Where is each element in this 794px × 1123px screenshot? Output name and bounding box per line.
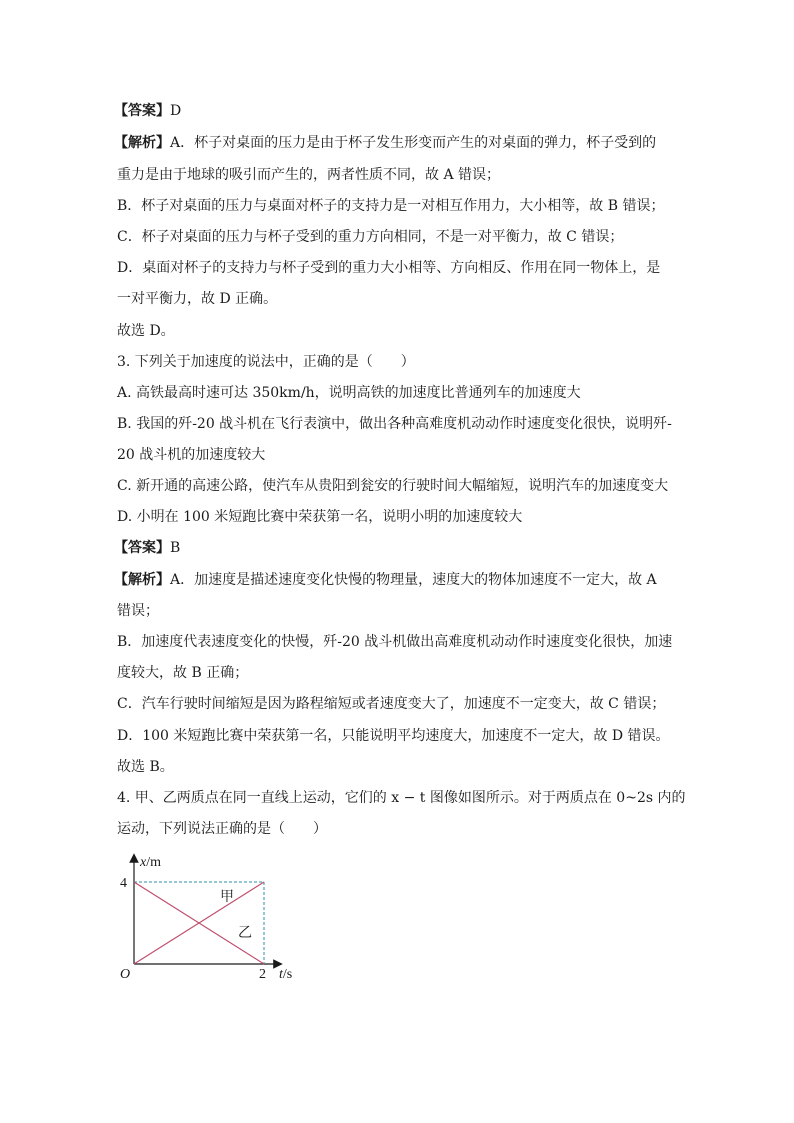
q2-analysis-line-1 [114,133,656,153]
q2-analysis-line-6: 一对平衡力，故 D 正确。 [117,291,278,307]
answer-tag: 【答案】 [114,103,170,119]
y-axis-var: x [140,855,147,870]
q2-answer [114,101,181,121]
q3-stem: 3. 下列关于加速度的说法中，正确的是（ ） [117,354,415,370]
x-tick-label: 2 [259,967,266,982]
q3-option-c: C. 新开通的高速公路，使汽车从贵阳到瓮安的行驶时间大幅缩短，说明汽车的加速度变大 [117,478,669,494]
origin-label: O [120,967,131,982]
q2-conclusion: 故选 D。 [117,323,175,339]
q2-analysis-line-4: C．杯子对桌面的压力与杯子受到的重力方向相同，不是一对平衡力，故 C 错误； [117,229,624,245]
q3-option-d: D. 小明在 100 米短跑比赛中荣获第一名，说明小明的加速度较大 [117,509,523,525]
q3-analysis-line-4: 度较大，故 B 正确； [117,665,249,681]
analysis-tag: 【解析】 [114,135,170,151]
y-tick-label: 4 [120,876,127,891]
x-axis-unit: /s [282,967,293,982]
answer-tag: 【答案】 [114,540,170,556]
q3-option-a: A. 高铁最高时速可达 350km/h，说明高铁的加速度比普通列车的加速度大 [117,385,581,401]
y-axis-unit: /m [146,855,161,870]
x-axis-label [279,967,292,982]
q3-conclusion: 故选 B。 [117,759,174,775]
analysis-text: A．加速度是描述速度变化快慢的物理量，速度大的物体加速度不一定大，故 A [170,572,657,588]
q3-option-b-cont: 20 战斗机的加速度较大 [117,447,266,463]
q2-analysis-line-2: 重力是由于地球的吸引而产生的，两者性质不同，故 A 错误； [117,167,501,183]
q3-option-b: B. 我国的歼-20 战斗机在飞行表演中，做出各种高难度机动动作时速度变化很快，说明歼- [117,416,672,432]
xt-graph [118,852,308,987]
q3-analysis-line-2: 错误； [117,603,159,619]
answer-value: B [170,540,181,556]
q3-analysis-line-6: D．100 米短跑比赛中荣获第一名，只能说明平均速度大，加速度不一定大，故 D 错误。 [117,728,670,744]
q4-stem-line-2: 运动，下列说法正确的是（ ） [117,821,327,837]
answer-value: D [170,103,182,119]
q4-stem-line-1: 4. 甲、乙两质点在同一直线上运动，它们的 x − t 图像如图所示。对于两质点在 0~2s 内的 [117,790,686,806]
q3-answer [114,538,180,558]
series-label-jia: 甲 [220,890,234,905]
q2-analysis-line-5: D．桌面对杯子的支持力与杯子受到的重力大小相等、方向相反、作用在同一物体上，是 [117,260,661,276]
series-label-yi: 乙 [238,926,252,941]
x-axis-var: t [279,967,283,982]
q2-analysis-line-3: B．杯子对桌面的压力与桌面对杯子的支持力是一对相互作用力，大小相等，故 B 错误； [117,198,665,214]
q3-analysis-line-1 [114,570,657,590]
analysis-tag: 【解析】 [114,572,170,588]
q3-analysis-line-5: C．汽车行驶时间缩短是因为路程缩短或者速度变大了，加速度不一定变大，故 C 错误； [117,696,666,712]
q3-analysis-line-3: B．加速度代表速度变化的快慢，歼-20 战斗机做出高难度机动动作时速度变化很快，加速 [117,634,673,650]
analysis-text: A．杯子对桌面的压力是由于杯子发生形变而产生的对桌面的弹力，杯子受到的 [170,135,657,151]
y-axis-label [139,855,161,870]
